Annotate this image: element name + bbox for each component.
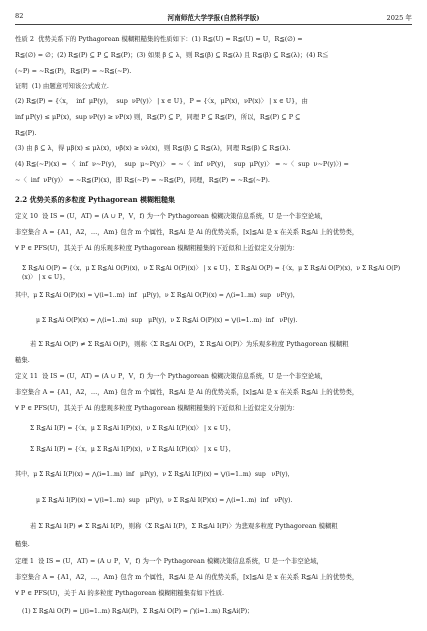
definition-10-formula-2: 其中，μ Σ R≦Ai O(P)(x) = ⋁(i=1..m) inf μP(y)，ν Σ R≦Ai O(P)(x) = ⋀(i=1..m) sup νP(y)， bbox=[15, 292, 299, 299]
definition-11-line-1: 定义 11 设 IS = (U，AT) = (A ∪ P，V，f) 为一个 Pythagorean 模糊决策信息系统，U 是一个非空论域， bbox=[15, 372, 327, 380]
proof-heading: 证明 (1) 由题意可知该公式成立. bbox=[15, 82, 109, 90]
journal-title: 河南师范大学学报(自然科学版) bbox=[167, 14, 260, 22]
section-heading: 2.2 优势关系的多粒度 Pythagorean 模糊粗糙集 bbox=[15, 195, 176, 204]
proof-2-line-2: inf μP(y) ≤ μP(x)，sup νP(y) ≥ νP(x) 则，R≦(P) ⊆ P，同理 P ⊆ R≦(P)，所以，R≦(P) ⊆ P ⊆ bbox=[15, 113, 301, 121]
definition-11-formula-3: 其中，μ Σ R≦Ai I(P)(x) = ⋀(i=1..m) inf μP(y)，ν Σ R≦Ai I(P)(x) = ⋁(i=1..m) sup νP(y)， bbox=[15, 471, 294, 478]
definition-11-line-2: 非空集合 A = {A1，A2，…，Am} 包含 m 个属性，R≦Ai 是 Ai 的优势关系，[x]≦Ai 是 x 在关系 R≦Ai 上的优势类， bbox=[15, 388, 359, 396]
proof-3: (3) 由 β ⊆ λ，得 μβ(x) ≤ μλ(x)，νβ(x) ≥ νλ(x)，则 R≦(β) ⊆ R≦(λ)，同理 R≦(β) ⊆ R≦(λ). bbox=[15, 144, 291, 152]
running-header bbox=[15, 10, 412, 25]
property-2-line-1: 性质 2 优势关系下的 Pythagorean 模糊粗糙集的性质如下：(1) R≦(U) = R≦(U) = U，R≦(∅) = bbox=[15, 35, 303, 43]
journal-year: 2025 年 bbox=[386, 14, 412, 22]
definition-11-formula-4: μ Σ R≦Ai I(P)(x) = ⋁(i=1..m) sup μP(y)，ν Σ R≦Ai I(P)(x) = ⋀(i=1..m) inf νP(y). bbox=[36, 497, 293, 504]
property-2-line-3: (∼P) = ∼R≦(P)，R≦(P) = ∼R≦(∼P). bbox=[15, 67, 132, 75]
page-number: 82 bbox=[15, 12, 24, 20]
definition-10-line-2: 非空集合 A = {A1，A2，…，Am} 包含 m 个属性，R≦Ai 是 Ai 的优势关系，[x]≦Ai 是 x 在关系 R≦Ai 上的优势类， bbox=[15, 228, 359, 236]
definition-10-line-3: ∀ P ∈ PFS(U)，其关于 Ai 的乐观多粒度 Pythagorean 模糊粗糙集的下近似和上近似定义分别为： bbox=[15, 244, 299, 252]
proof-4-line-2: ∼〈 inf νP(y)〉 = ∼R≦(P)(x)，即 R≦(∼P) = ∼R≦(P)，同理，R≦(P) = ∼R≦(∼P). bbox=[15, 176, 270, 184]
definition-10-formula-1: Σ R≦Ai O(P) = {〈x，μ Σ R≦Ai O(P)(x)，ν Σ R≦Ai O(P)(x)〉 | x ∈ U}，Σ R≦Ai O(P) = {〈x，μ Σ R≦Ai O(P)(x)，ν Σ R≦Ai O(P)(x)〉 | x ∈ U}， bbox=[22, 265, 401, 282]
proof-2-line-3: R≦(P). bbox=[15, 129, 37, 137]
definition-11-line-5: 糙集. bbox=[15, 540, 30, 548]
theorem-1-formula-1: (1) Σ R≦Ai O(P) = ⋃(i=1..m) R≦Ai(P)，Σ R≦Ai O(P) = ⋂(i=1..m) R≦Ai(P)； bbox=[22, 608, 254, 615]
theorem-1-line-2: 非空集合 A = {A1，A2，…，Am} 包含 m 个属性，R≦Ai 是 Ai 的优势关系，[x]≦Ai 是 x 在关系 R≦Ai 上的优势类， bbox=[15, 573, 359, 581]
definition-10-line-5: 糙集. bbox=[15, 356, 30, 364]
definition-10-formula-3: μ Σ R≦Ai O(P)(x) = ⋀(i=1..m) sup μP(y)，ν Σ R≦Ai O(P)(x) = ⋁(i=1..m) inf νP(y). bbox=[36, 317, 298, 324]
theorem-1-line-3: ∀ P ∈ PFS(U)，关于 Ai 的多粒度 Pythagorean 模糊粗糙集有如下性质. bbox=[15, 589, 225, 597]
definition-11-formula-1: Σ R≦Ai I(P) = {〈x，μ Σ R≦Ai I(P)(x)，ν Σ R≦Ai I(P)(x)〉 | x ∈ U}， bbox=[30, 425, 235, 432]
proof-4-line-1: (4) R≦(∼P)(x) = 〈 inf ν∼P(y)， sup μ∼P(y)〉 = ∼〈 inf νP(y)， sup μP(y)〉 = ∼〈 sup ν∼P(y)〉) = bbox=[15, 160, 349, 168]
definition-11-line-3: ∀ P ∈ PFS(U)，其关于 Ai 的悲观多粒度 Pythagorean 模糊粗糙集的下近似和上近似定义分别为： bbox=[15, 404, 299, 412]
definition-10-line-4: 若 Σ R≦Ai O(P) ≠ Σ R≦Ai O(P)，则称〈Σ R≦Ai O(P)，Σ R≦Ai O(P)〉为乐观多粒度 Pythagorean 模糊粗 bbox=[30, 340, 349, 348]
definition-10-line-1: 定义 10 设 IS = (U，AT) = (A ∪ P，V，f) 为一个 Pythagorean 模糊决策信息系统，U 是一个非空论域， bbox=[15, 212, 327, 220]
theorem-1-line-1: 定理 1 设 IS = (U，AT) = (A ∪ P，V，f) 为一个 Pythagorean 模糊决策信息系统，U 是一个非空论域， bbox=[15, 557, 323, 565]
proof-2-line-1: (2) R≦(P) = {〈x， inf μP(y)， sup νP(y)〉 | x ∈ U}，P = {〈x，μP(x)，νP(x)〉 | x ∈ U}，由 bbox=[15, 97, 308, 105]
definition-11-line-4: 若 Σ R≦Ai I(P) ≠ Σ R≦Ai I(P)，则称〈Σ R≦Ai I(P)，Σ R≦Ai I(P)〉为悲观多粒度 Pythagorean 模糊粗 bbox=[30, 522, 338, 530]
definition-11-formula-2: Σ R≦Ai I(P) = {〈x，μ Σ R≦Ai I(P)(x)，ν Σ R≦Ai I(P)(x)〉 | x ∈ U}， bbox=[30, 446, 235, 453]
property-2-line-2: R≦(∅) = ∅；(2) R≦(P) ⊆ P ⊆ R≦(P)；(3) 如果 β ⊆ λ，则 R≦(β) ⊆ R≦(λ) 且 R≦(β) ⊆ R≦(λ)；(4) R≦ bbox=[15, 51, 329, 59]
